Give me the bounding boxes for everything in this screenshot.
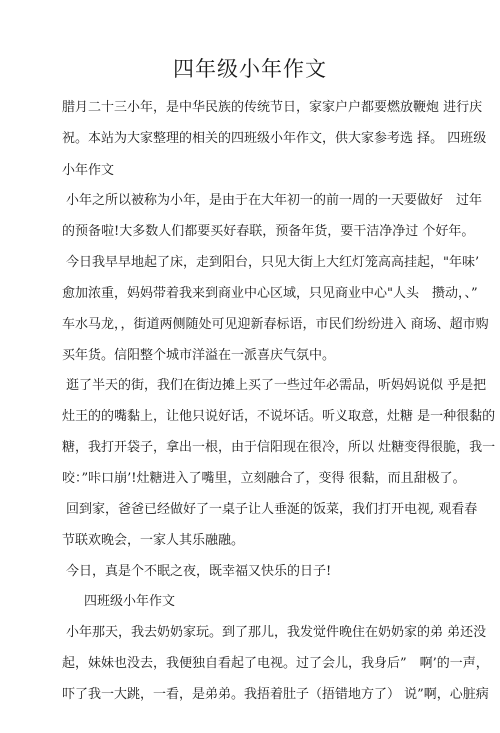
paragraph-line: 今日我早早地起了床，走到阳台，只见大街上大红灯笼高高挂起，"年味’ (66, 255, 480, 270)
paragraph-line: 咬：”咔口崩’!灶糖进入了嘴里，立刻融合了，变得 很黏，而且甜极了。 (62, 471, 466, 486)
paragraph-line: 糖，我打开袋子，拿出一根，由于信阳现在很冷，所以 灶糖变得很脆，我一 (62, 440, 496, 455)
paragraph-line: 愈加浓重，妈妈带着我来到商业中心区域，只见商业中心"人头 攒动，、” (62, 286, 478, 301)
paragraph-line: 腊月二十三小年，是中华民族的传统节日，家家户户都要燃放鞭炮 进行庆 (62, 100, 483, 115)
paragraph-line: 今日，真是个不眠之夜，既幸福又快乐的日子! (66, 564, 332, 579)
paragraph-line: 车水马龙，，街道两侧随处可见迎新春标语，市民们纷纷进入 商场、超市购 (62, 317, 489, 332)
paragraph-line: 逛了半天的街，我们在街边摊上买了一些过年必需品，听妈妈说似 乎是把 (66, 378, 487, 393)
paragraph-line: 吓了我一大跳，一看，是弟弟。我捂着肚子（捂错地方了） 说”啊，心脏病 (62, 687, 489, 702)
paragraph-line: 小年那天，我去奶奶家玩。到了那儿，我发觉件晚住在奶奶家的弟 弟还没 (66, 625, 487, 640)
paragraph-line: 节联欢晚会，一家人其乐融融。 (62, 533, 245, 548)
section-heading: 四班级小年作文 (84, 594, 176, 609)
paragraph-line: 小年作文 (62, 163, 115, 178)
document-title: 四年级小年作文 (173, 57, 327, 81)
paragraph-line: 祝。本站为大家整理的相关的四班级小年作文，供大家参考选 择。 四班级 (62, 131, 487, 146)
paragraph-line: 回到家，爸爸已经做好了一桌子让人垂涎的饭菜，我们打开电视, 观看春 (66, 502, 478, 517)
paragraph-line: 灶王的的嘴黏上，让他只说好话，不说坏话。听义取意，灶糖 是一种很黏的 (62, 409, 496, 424)
paragraph-line: 买年货。信阳整个城市洋溢在一派喜庆气氛中。 (62, 348, 336, 363)
paragraph-line: 起，妹妹也没去，我便独自看起了电视。过了会儿，我身后” 啊’的一声， (62, 656, 489, 671)
paragraph-line: 的预备啦!大多数人们都要买好春联，预备年货，要干洁净净过 个好年。 (62, 224, 475, 239)
paragraph-line: 小年之所以被称为小年，是由于在大年初一的前一周的一天要做好 过年 (66, 193, 483, 208)
